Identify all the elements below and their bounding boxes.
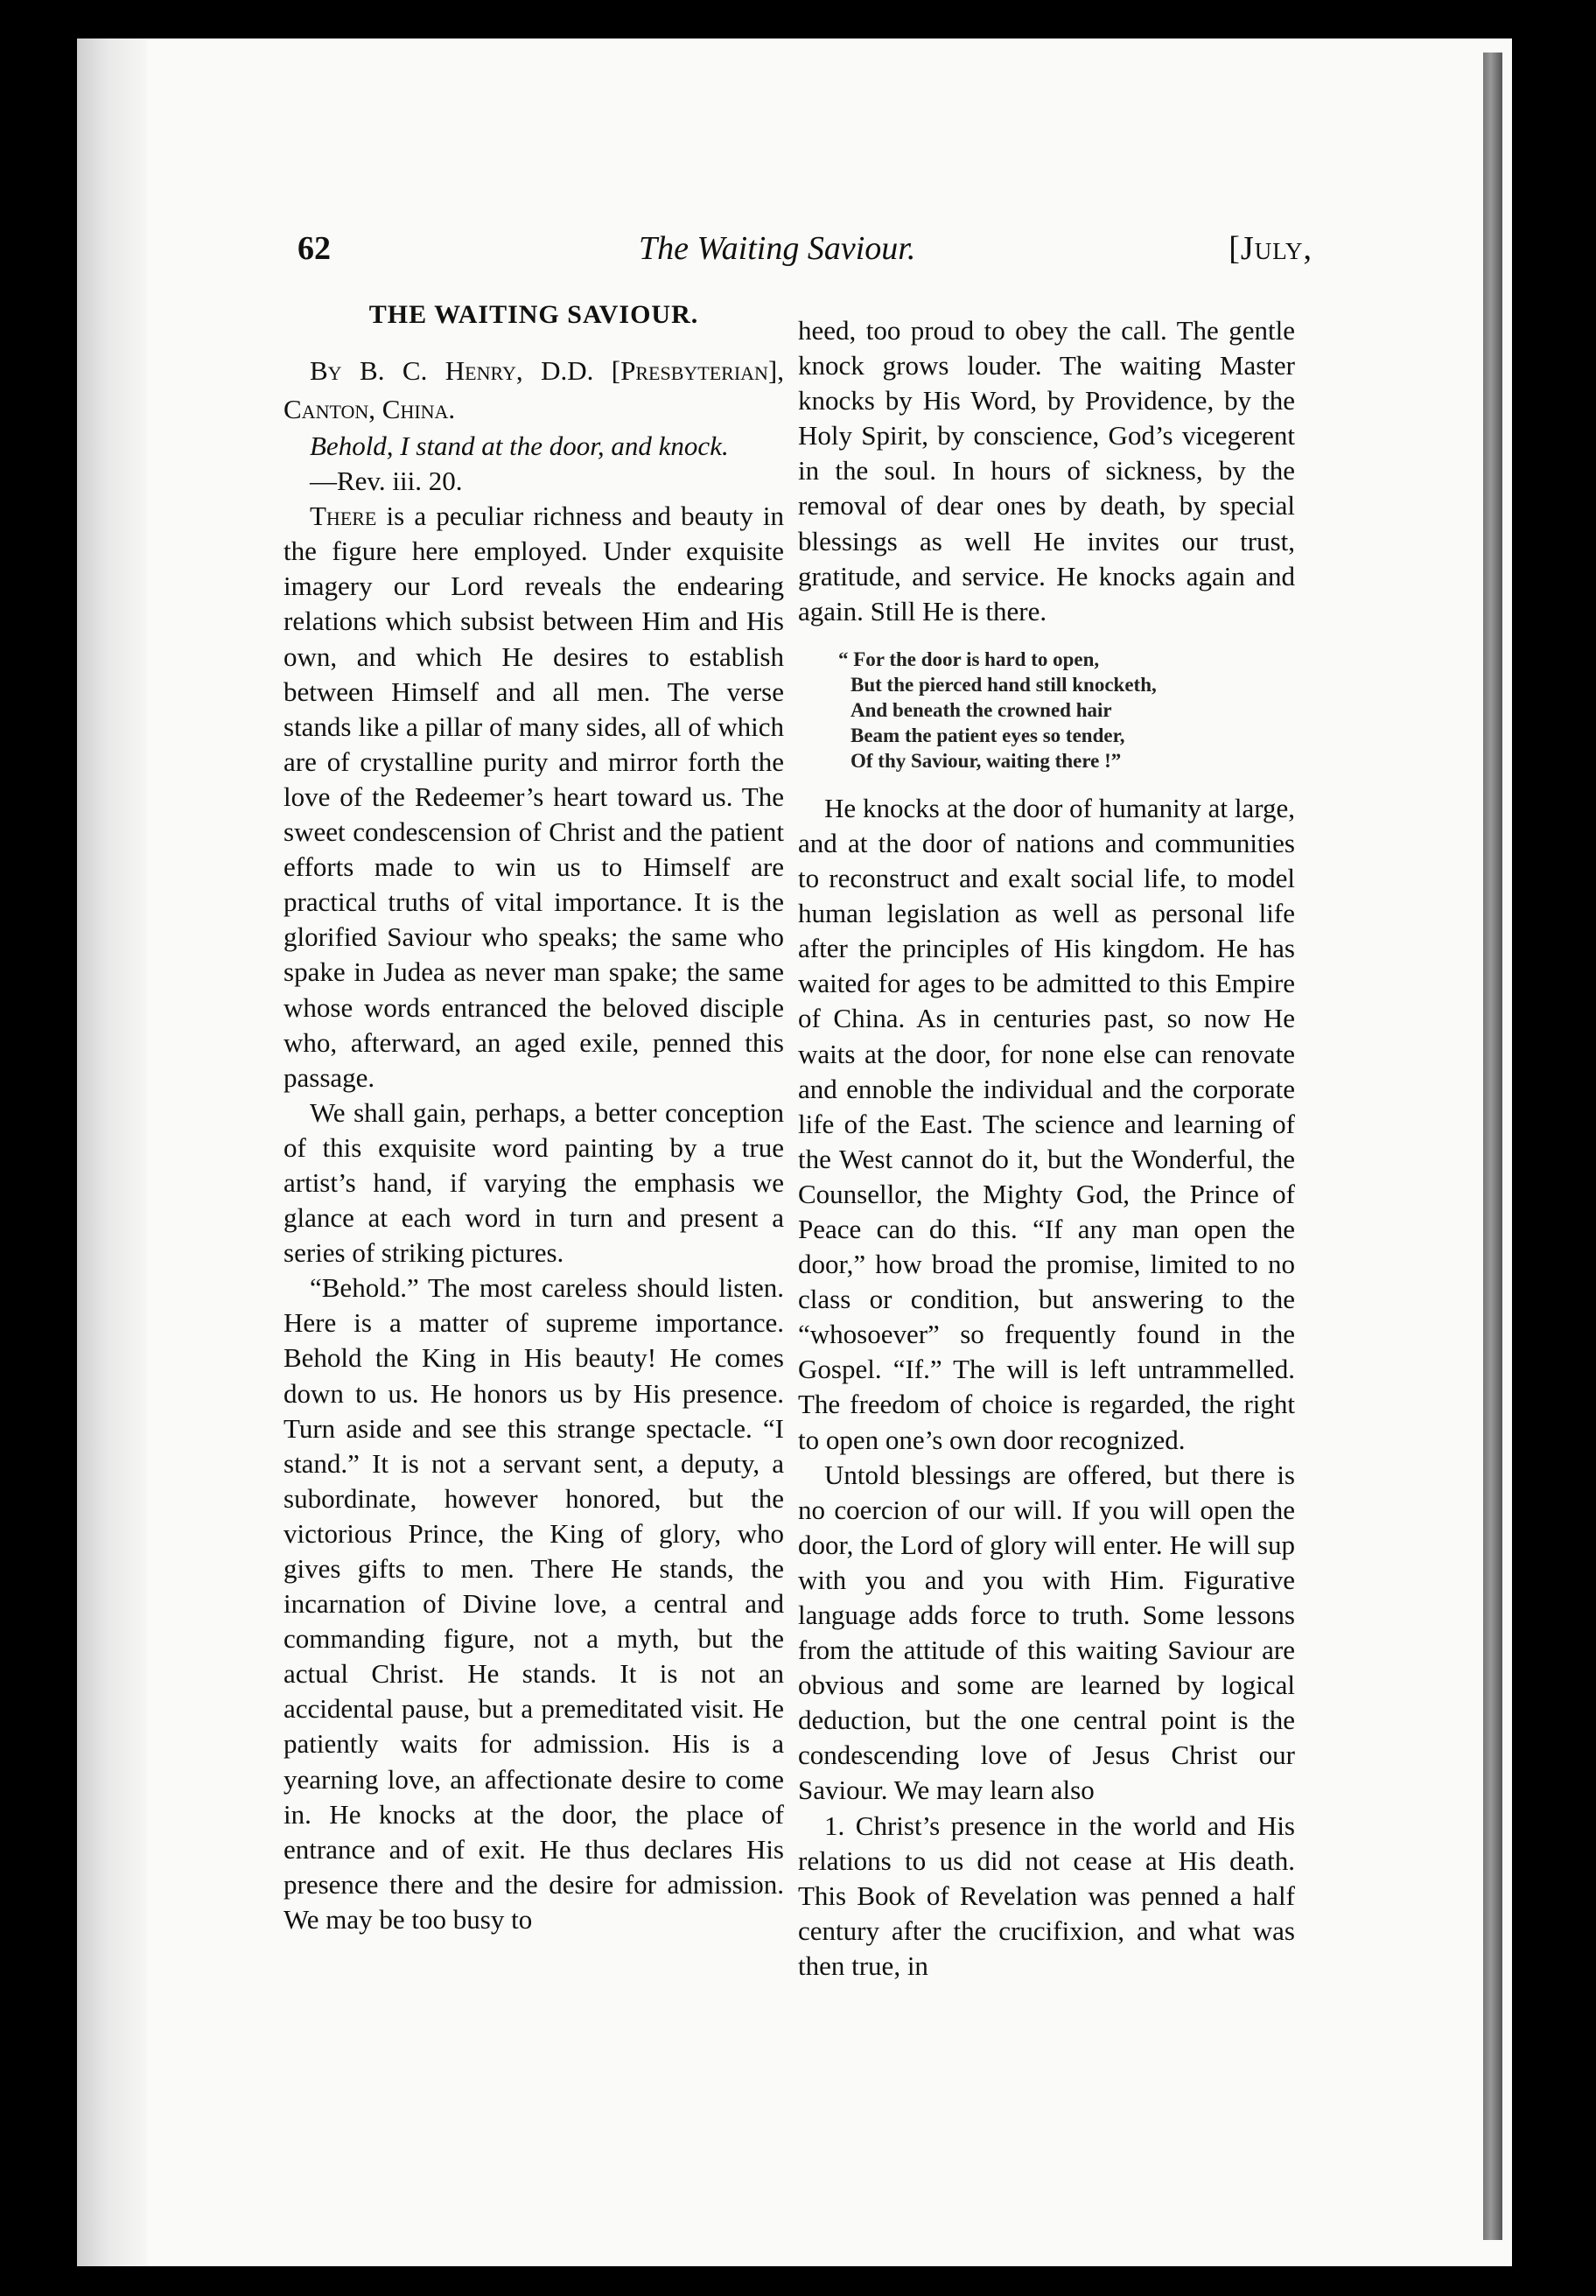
poem-line: Of thy Saviour, waiting there !” xyxy=(850,749,1122,772)
epigraph-reference: —Rev. iii. 20. xyxy=(310,466,463,497)
paragraph-7: 1. Christ’s presence in the world and His relations to us did not cease at His death. This Book of Revelation was penned a half century after the crucifixion, and what was then true, in xyxy=(798,1810,1295,1981)
poem-line: “ For the door is hard to open, xyxy=(838,648,1100,670)
paragraph-1-text: is a peculiar richness and beauty in the figure here employed. Under exquisite imagery our Lord reveals the endearing relations which subsist between Him and His own, and which He desires to establish between Himself and all men. The verse stands like a pillar of many sides, all of which are of crystalline purity and mirror forth the love of the Redeemer’s heart toward us. The sweet condescension of Christ and the patient efforts made to win us to Himself are practical truths of vital importance. It is the glorified Saviour who speaks; the same who spake in Judea as never man spake; the same whose words entranced the beloved disciple who, afterward, an aged exile, penned this passage. xyxy=(284,500,784,1093)
page-number: 62 xyxy=(298,230,331,267)
poem xyxy=(838,647,1295,774)
paragraph-3: “Behold.” The most careless should listen. Here is a matter of supreme importance. Behold the King in His beauty! He comes down to us. He honors us by His presence. Turn aside and see this strange spectacle. “I stand.” It is not a servant sent, a deputy, a subordinate, however honored, but the victorious Prince, the King of glory, who gives gifts to men. There He stands, the incarnation of Divine love, a central and commanding figure, not a myth, but the actual Christ. He stands. It is not an accidental pause, but a premeditated visit. He patiently waits for admission. His is a yearning love, an affectionate desire to come in. He knocks at the door, the place of entrance and of exit. He thus declares His presence there and the desire for admission. We may be too busy to xyxy=(284,1272,784,1935)
running-title: The Waiting Saviour. xyxy=(639,230,916,267)
running-head xyxy=(298,229,1312,282)
poem-line: Beam the patient eyes so tender, xyxy=(850,724,1125,746)
left-column xyxy=(284,298,784,1937)
poem-line: And beneath the crowned hair xyxy=(850,698,1112,721)
running-month: [July, xyxy=(1228,230,1312,267)
page-edge-shadow xyxy=(77,38,147,2266)
binding-strip xyxy=(1483,52,1502,2240)
paragraph-2: We shall gain, perhaps, a better conception of this exquisite word painting by a true artist’s hand, if varying the emphasis we glance at each word in turn and present a series of striking pictures. xyxy=(284,1096,784,1269)
byline: By B. C. Henry, D.D. [Presbyterian], Canton, China. xyxy=(284,355,784,425)
paragraph-6: Untold blessings are offered, but there is no coercion of our will. If you will open the door, the Lord of glory will enter. He will sup with you and you with Him. Figurative language adds force to truth. Some lessons from the attitude of this waiting Saviour are obvious and some are learned by logical deduction, but the one central point is the condescending love of Jesus Christ our Saviour. We may learn also xyxy=(798,1459,1295,1806)
lead-word: There xyxy=(310,500,377,532)
article-title: THE WAITING SAVIOUR. xyxy=(368,300,699,329)
paragraph-5: He knocks at the door of humanity at large, and at the door of nations and communities to reconstruct and exalt social life, to model human legislation as well as personal life after the principles of His kingdom. He has waited for ages to be admitted to this Empire of China. As in centuries past, so now He waits at the door, for none else can renovate and ennoble the individual and the corporate life of the East. The science and learning of the West cannot do it, but the Wonderful, the Counsellor, the Mighty God, the Prince of Peace can do this. “If any man open the door,” how broad the promise, limited to no class or condition, but answering to the “whosoever” so frequently found in the Gospel. “If.” The will is left untrammelled. The freedom of choice is regarded, the right to open one’s own door recognized. xyxy=(798,792,1295,1455)
paragraph-1 xyxy=(284,499,784,1096)
epigraph: Behold, I stand at the door, and knock. xyxy=(310,430,729,462)
paragraph-4: heed, too proud to obey the call. The gentle knock grows louder. The waiting Master knocks by His Word, by Providence, by the Holy Spirit, by conscience, God’s vicegerent in the soul. In hours of sickness, by the removal of dear ones by death, by special blessings as well He invites our trust, gratitude, and service. He knocks again and again. Still He is there. xyxy=(798,315,1295,626)
poem-line: But the pierced hand still knocketh, xyxy=(850,673,1157,696)
right-column xyxy=(798,313,1295,1984)
